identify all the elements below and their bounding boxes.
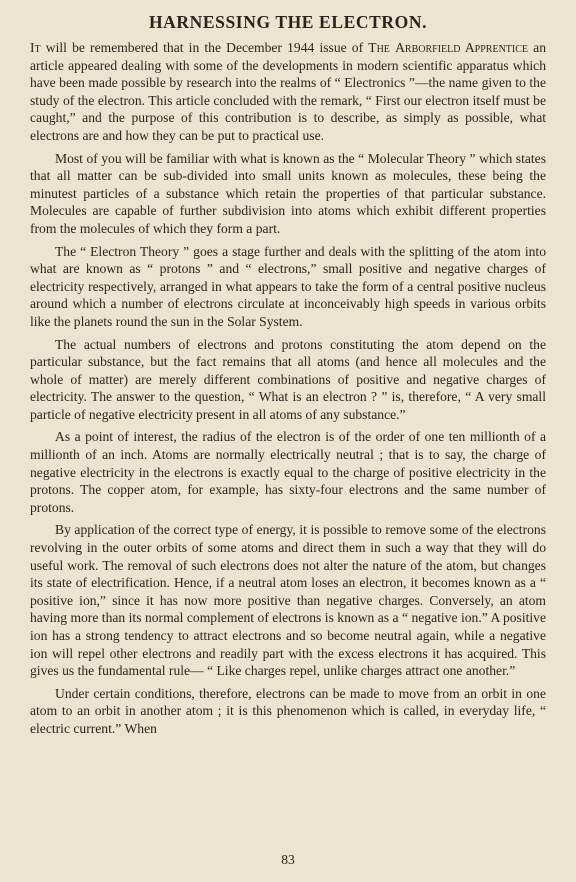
- paragraph-7: Under certain conditions, therefore, electrons can be made to move from an orbit in one atom to an orbit in another atom ; it is this phenomenon which is called, in everyday life, “ electric current.” When: [30, 685, 546, 736]
- paragraph-1-text-b: an article appeared dealing with some of the developments in modern scientific apparatus which have been made possible by research into the realms of “ Electronics ”—the name given to the study of the electron. This article concluded with the remark, “ First our electron itself must be caught,” and the purpose of this contribution is to describe, as simply as possible, what electrons are and how they can be put to practical use.: [30, 40, 546, 143]
- paragraph-5: As a point of interest, the radius of the electron is of the order of one ten millionth of a millionth of an inch. Atoms are normally electrically neutral ; that is to say, the charge of negative electricity in the electrons is exactly equal to the charge of positive electricity in the protons. The copper atom, for example, has sixty-four electrons and the same number of protons.: [30, 429, 546, 515]
- article-title: HARNESSING THE ELECTRON.: [148, 12, 428, 32]
- paragraph-1: [30, 39, 546, 145]
- magazine-name-the: The: [368, 40, 390, 55]
- paragraph-6: By application of the correct type of energy, it is possible to remove some of the electrons revolving in the outer orbits of some atoms and direct them in such a way that they will do useful work. The removal of such electrons does not alter the nature of the atom, but changes its state of electrification. Hence, if a neutral atom loses an electron, it becomes known as a “ positive ion,” since it has now more positive than negative charges. Conversely, an atom having more than its normal complement of electrons is known as a “ negative ion.” A positive ion has a strong tendency to attract electrons and so become neutral again, while a negative ion will repel other electrons and readily part with the excess electrons it has acquired. This gives us the fundamental rule— “ Like charges repel, unlike charges attract one another.”: [30, 522, 546, 679]
- paragraph-1-lead: It: [30, 40, 41, 55]
- magazine-name: Arborfield Apprentice: [395, 40, 529, 55]
- paragraph-3: The “ Electron Theory ” goes a stage further and deals with the splitting of the atom into what are known as “ protons ” and “ electrons,” small positive and negative charges of electricity respectively, arranged in what appears to take the form of a central positive nucleus around which a number of electrons circulate at inconceivably high speeds in various orbits like the planets round the sun in the Solar System.: [30, 243, 546, 329]
- paragraph-4: The actual numbers of electrons and protons constituting the atom depend on the particular substance, but the fact remains that all atoms (and hence all molecules and the whole of matter) are merely different combinations of positive and negative charges of electricity. The answer to the question, “ What is an electron ? ” is, therefore, “ A very small particle of negative electricity present in all atoms of any substance.”: [30, 336, 546, 422]
- paragraph-1-text-a: will be remembered that in the December 1944 issue of: [40, 40, 369, 55]
- page-number: 83: [281, 852, 295, 867]
- paragraph-2: Most of you will be familiar with what is known as the “ Molecular Theory ” which states that all matter can be sub-divided into small units known as molecules, these being the minutest particles of a substance which retain the properties of that particular substance. Molecules are capable of further subdivision into atoms which exhibit different properties from the molecules of which they form a part.: [30, 150, 546, 236]
